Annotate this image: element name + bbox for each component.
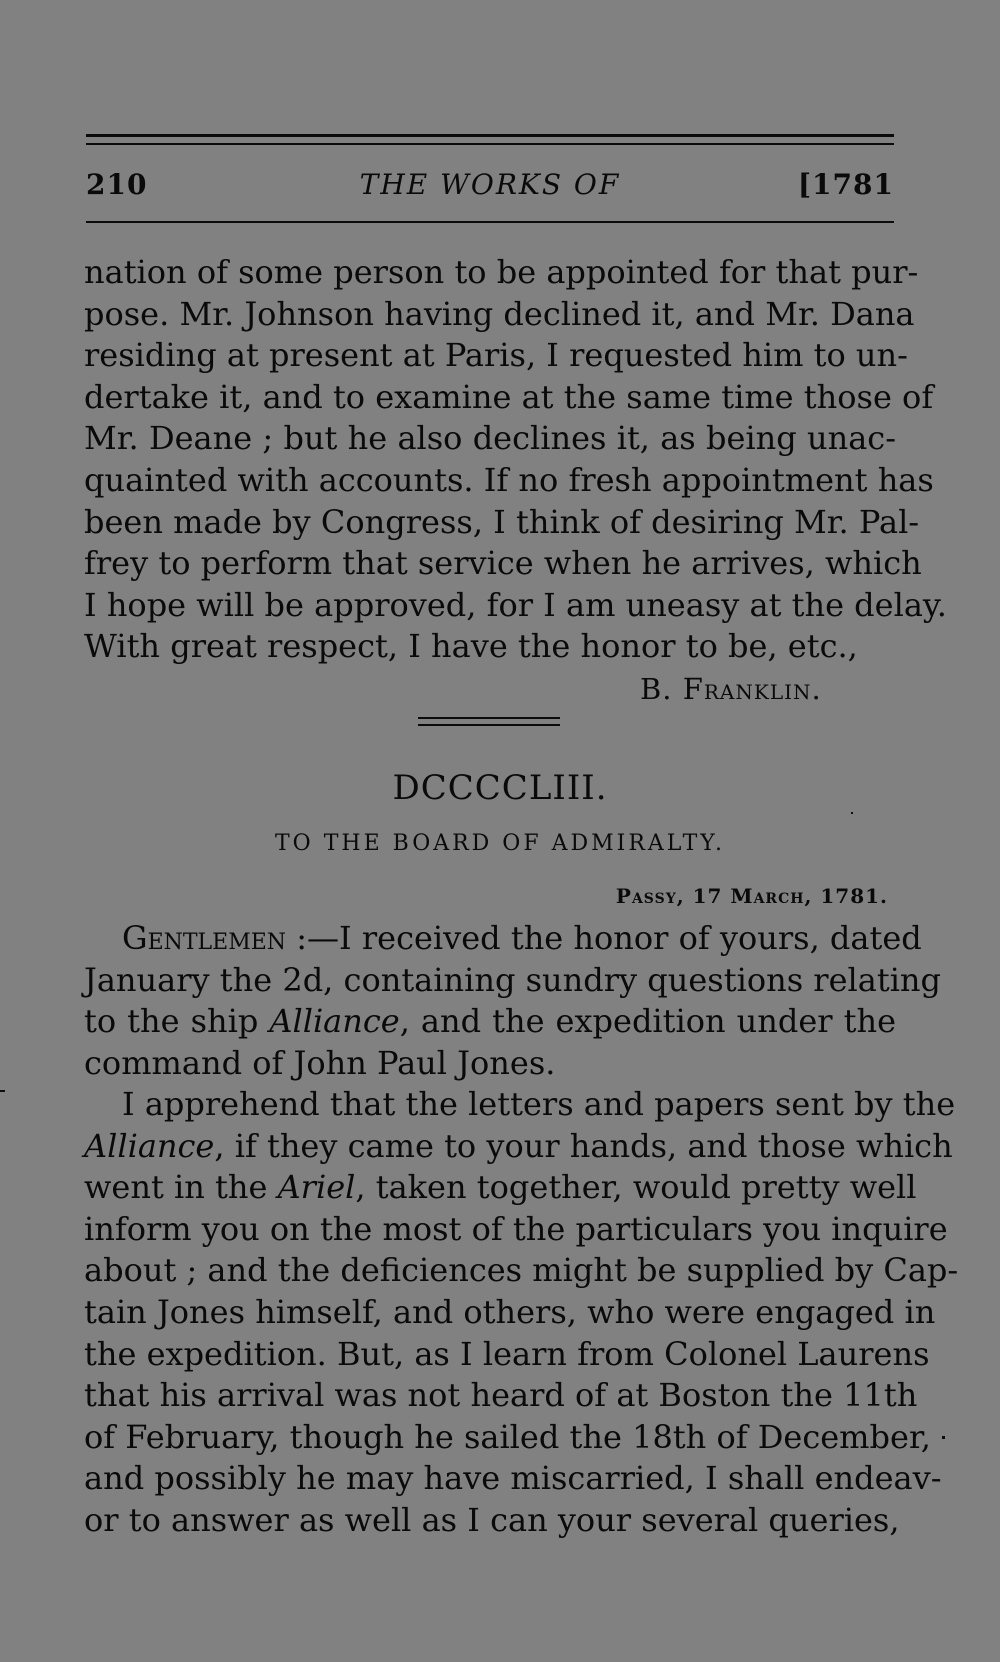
scan-artifact: [0, 1090, 5, 1092]
header-rule-top: [86, 134, 894, 137]
text-line: [84, 918, 922, 960]
text-line: I apprehend that the letters and papers sent by the: [122, 1085, 956, 1123]
text-line: pose. Mr. Johnson having declined it, and Mr. Dana: [84, 294, 915, 333]
ship-name: Ariel: [277, 1168, 356, 1207]
ship-name: Alliance: [84, 1126, 215, 1165]
text-line: command of John Paul Jones.: [84, 1043, 556, 1082]
text-fragment: , if they came to your hands, and those which: [214, 1126, 953, 1165]
letter-paragraph-2: [84, 1084, 959, 1542]
continuation-text: [84, 252, 947, 668]
text-fragment: —I received the honor of yours, dated: [307, 919, 922, 957]
text-line: dertake it, and to examine at the same time those of: [84, 377, 934, 416]
header-rule-bottom: [86, 221, 894, 223]
running-header: [86, 168, 894, 210]
text-line: the expedition. But, as I learn from Colonel Laurens: [84, 1334, 930, 1373]
text-line: residing at present at Paris, I requested him to un-: [84, 336, 908, 375]
text-line: of February, though he sailed the 18th of December,: [84, 1417, 931, 1456]
text-line: [84, 1001, 896, 1043]
scan-artifact: [942, 1436, 945, 1439]
text-line: frey to perform that service when he arrives, which: [84, 544, 922, 583]
salutation: Gentlemen :: [122, 919, 308, 957]
header-year: [1781: [797, 168, 894, 201]
text-line: about ; and the deficiences might be supplied by Cap-: [84, 1251, 959, 1290]
text-line: With great respect, I have the honor to be, etc.,: [84, 627, 858, 666]
text-line: tain Jones himself, and others, who were engaged in: [84, 1292, 936, 1331]
text-line: I hope will be approved, for I am uneasy at the delay.: [84, 585, 947, 624]
text-line: [84, 1126, 953, 1168]
text-line: or to answer as well as I can your several queries,: [84, 1500, 900, 1539]
text-line: January the 2d, containing sundry questions relating: [84, 960, 942, 999]
dateline: Passy, 17 March, 1781.: [615, 884, 888, 908]
letter-number: DCCCCLIII.: [392, 768, 608, 808]
text-fragment: , and the expedition under the: [399, 1002, 897, 1041]
scan-artifact: [851, 812, 853, 814]
section-divider-top: [418, 717, 560, 719]
text-line: that his arrival was not heard of at Boston the 11th: [84, 1376, 918, 1415]
ship-name: Alliance: [269, 1002, 400, 1041]
header-rule-top-inner: [86, 143, 894, 145]
text-line: and possibly he may have miscarried, I shall endeav-: [84, 1459, 942, 1498]
section-divider-bottom: [418, 724, 560, 726]
text-line: [84, 1167, 917, 1209]
signature: B. Franklin.: [640, 672, 822, 706]
text-line: quainted with accounts. If no fresh appointment has: [84, 460, 934, 499]
page-number: 210: [86, 168, 148, 201]
running-title: THE WORKS OF: [359, 168, 621, 201]
text-line: Mr. Deane ; but he also declines it, as being unac-: [84, 419, 896, 458]
text-fragment: , taken together, would pretty well: [355, 1168, 917, 1207]
text-fragment: went in the: [84, 1168, 278, 1207]
letter-paragraph-1: [84, 918, 942, 1084]
text-fragment: to the ship: [84, 1002, 270, 1041]
letter-heading: TO THE BOARD OF ADMIRALTY.: [275, 831, 725, 856]
text-line: been made by Congress, I think of desiring Mr. Pal-: [84, 502, 920, 541]
text-line: inform you on the most of the particulars you inquire: [84, 1209, 948, 1248]
text-line: nation of some person to be appointed for that pur-: [84, 253, 919, 291]
